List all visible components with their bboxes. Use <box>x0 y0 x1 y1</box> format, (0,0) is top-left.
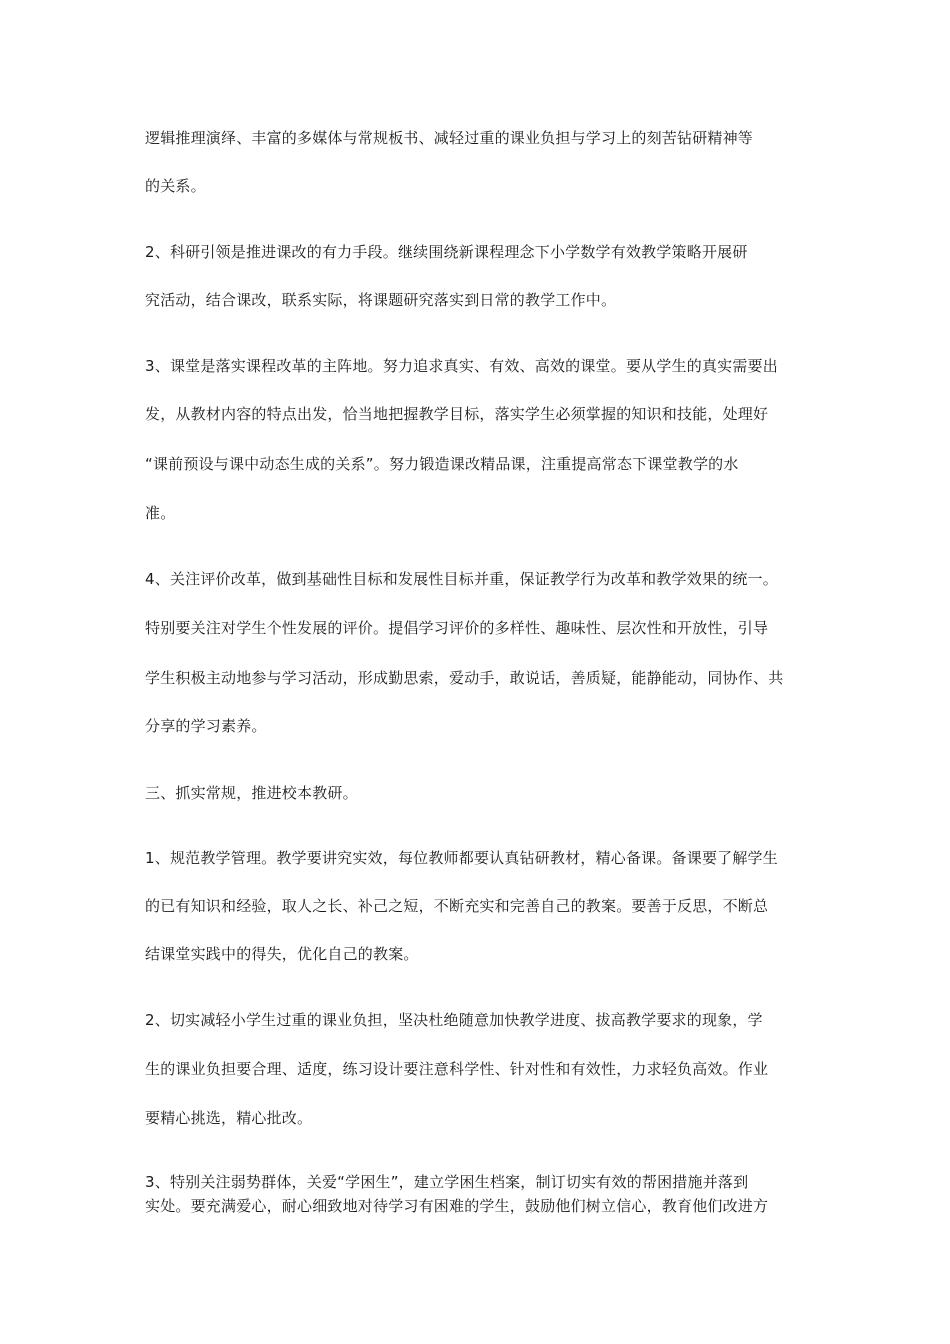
text-line: 准。 <box>145 504 176 522</box>
text-line: 要精心挑选，精心批改。 <box>145 1109 313 1127</box>
text-line: “课前预设与课中动态生成的关系”。努力锻造课改精品课，注重提高常态下课堂教学的水 <box>145 455 739 473</box>
paragraph-3-line: 3、课堂是落实课程改革的主阵地。努力追求真实、有效、高效的课堂。要从学生的真实需要出 <box>145 357 778 375</box>
text-line: 究活动，结合课改，联系实际，将课题研究落实到日常的教学工作中。 <box>145 291 617 309</box>
text-line: 结课堂实践中的得失，优化自己的教案。 <box>145 945 419 963</box>
text-line: 学生积极主动地参与学习活动，形成勤思索，爱动手，敢说话，善质疑，能静能动，同协作、共 <box>145 669 784 687</box>
section-3-item-3-line: 3、特别关注弱势群体，关爱“学困生”，建立学困生档案，制订切实有效的帮困措施并落到 <box>145 1173 749 1191</box>
text-line: 特别要关注对学生个性发展的评价。提倡学习评价的多样性、趣味性、层次性和开放性，引导 <box>145 619 769 637</box>
paragraph-4-line: 4、关注评价改革，做到基础性目标和发展性目标并重，保证教学行为改革和教学效果的统一。 <box>145 570 778 588</box>
text-line: 分享的学习素养。 <box>145 717 267 735</box>
text-line: 实处。要充满爱心，耐心细致地对待学习有困难的学生，鼓励他们树立信心，教育他们改进方 <box>145 1197 769 1215</box>
section-3-item-2-line: 2、切实减轻小学生过重的课业负担，坚决杜绝随意加快教学进度、拔高教学要求的现象，学 <box>145 1011 763 1029</box>
text-line: 生的课业负担要合理、适度，练习设计要注意科学性、针对性和有效性，力求轻负高效。作业 <box>145 1060 769 1078</box>
text-line: 的已有知识和经验，取人之长、补己之短，不断充实和完善自己的教案。要善于反思，不断总 <box>145 897 769 915</box>
paragraph-2-line: 2、科研引领是推进课改的有力手段。继续围绕新课程理念下小学数学有效教学策略开展研 <box>145 243 748 261</box>
section-3-item-1-line: 1、规范教学管理。教学要讲究实效，每位教师都要认真钻研教材，精心备课。备课要了解学生 <box>145 849 778 867</box>
text-line: 发，从教材内容的特点出发，恰当地把握教学目标，落实学生必须掌握的知识和技能，处理好 <box>145 405 769 423</box>
text-line: 的关系。 <box>145 177 206 195</box>
section-heading: 三、抓实常规，推进校本教研。 <box>145 784 358 802</box>
text-line: 逻辑推理演绎、丰富的多媒体与常规板书、减轻过重的课业负担与学习上的刻苦钻研精神等 <box>145 129 754 147</box>
